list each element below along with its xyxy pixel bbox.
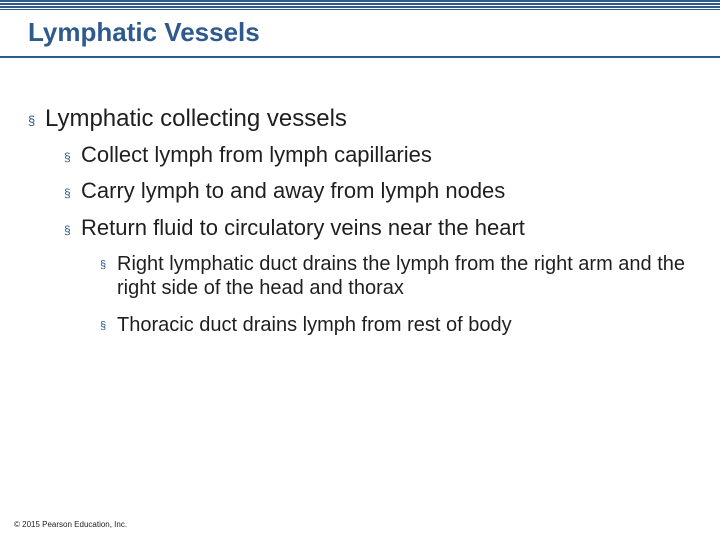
bullet-marker-icon: § [28, 113, 36, 128]
bullet-marker-icon: § [64, 223, 71, 237]
top-decorative-bar [0, 0, 720, 10]
bullet-marker-icon: § [64, 186, 71, 200]
bullet-text: Collect lymph from lymph capillaries [81, 142, 432, 167]
bullet-text: Return fluid to circulatory veins near the heart [81, 215, 525, 240]
bullet-level2 [64, 141, 432, 171]
bullet-marker-icon: § [100, 320, 107, 332]
bullet-level3 [100, 313, 690, 338]
slide-title: Lymphatic Vessels [28, 17, 260, 47]
bullet-text: Lymphatic collecting vessels [45, 105, 347, 132]
bullet-level2 [64, 177, 505, 207]
bullet-level3 [100, 252, 690, 300]
title-divider [0, 56, 720, 58]
bullet-text: Right lymphatic duct drains the lymph from the right arm and the right side of the head and thorax [117, 253, 686, 299]
bullet-level1 [28, 104, 347, 136]
bullet-marker-icon: § [64, 150, 71, 164]
copyright-footer: © 2015 Pearson Education, Inc. [14, 520, 128, 529]
bullet-text: Thoracic duct drains lymph from rest of body [117, 314, 512, 336]
bullet-level2 [64, 214, 525, 244]
bullet-text: Carry lymph to and away from lymph nodes [81, 178, 506, 203]
bullet-marker-icon: § [100, 259, 107, 271]
